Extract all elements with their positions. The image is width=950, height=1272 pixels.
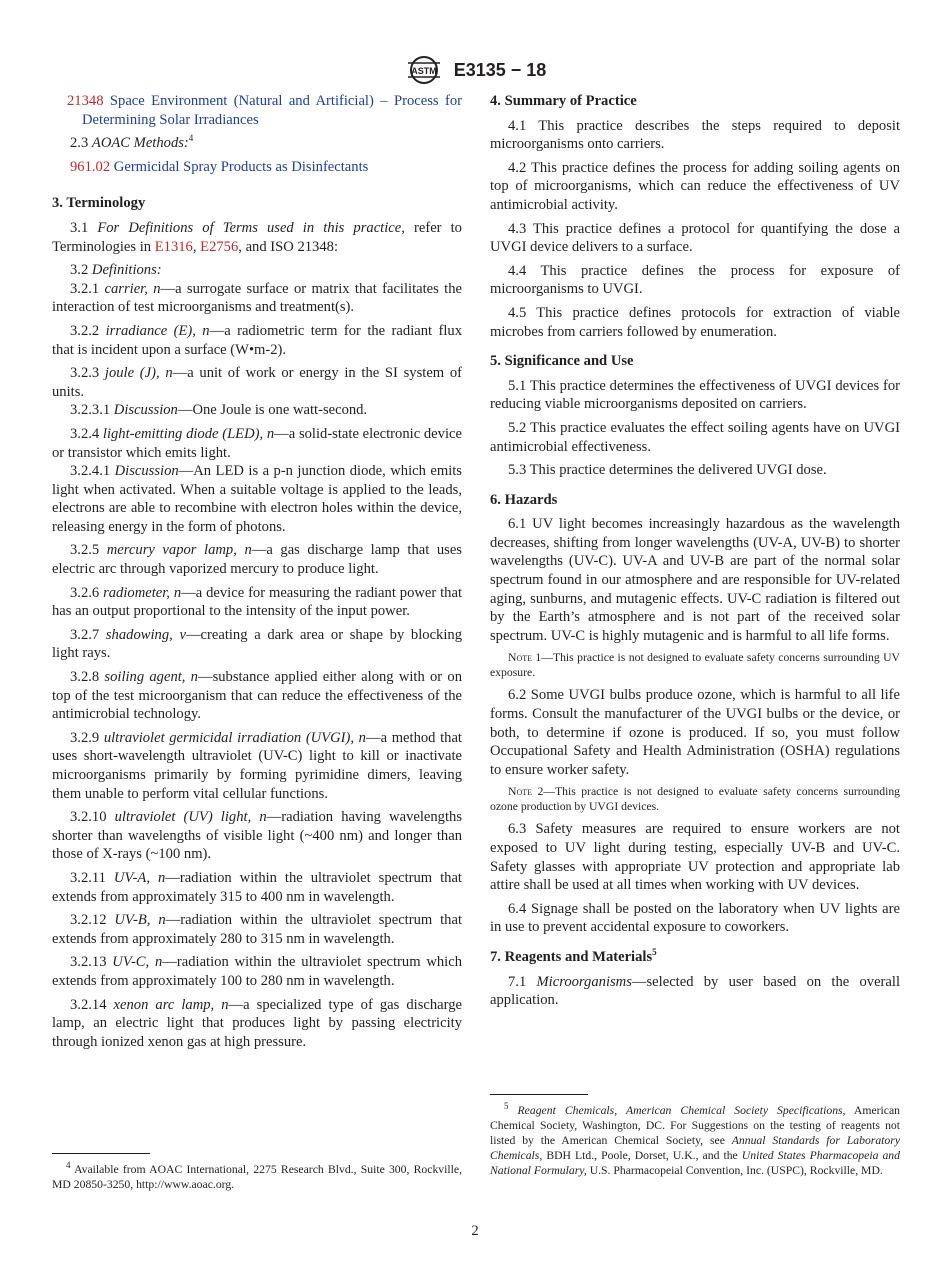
def-3-2-9: 3.2.9 ultraviolet germicidal irradiation (UVGI), n—a method that uses short-wavelength ultraviolet (UV-C) light to kill or inactivate microorganisms primarily by forming pyrimidine dimers, leaving them unable to perform vital cellular functions. [52, 729, 462, 802]
right-footnotes [490, 1094, 900, 1178]
section-3-heading: 3. Terminology [52, 195, 146, 212]
page-header [0, 55, 950, 85]
def-3-2-3: 3.2.3 joule (J), n—a unit of work or energy in the SI system of units. [52, 365, 463, 400]
ref-title-961[interactable]: Germicidal Spray Products as Disinfectants [113, 158, 369, 175]
para-5-2: 5.2 This practice evaluates the effect soiling agents have on UVGI antimicrobial effectiveness. [490, 419, 900, 455]
footnote-4: $^4$ Available from AOAC International, 2275 Research Blvd., Suite 300, Rockville, MD 20850-3250, http://www.aoac.org. [52, 1160, 462, 1191]
para-4-3: 4.3 This practice defines a protocol for quantifying the dose a UVGI device delivers to a surface. [490, 220, 900, 256]
def-3-2-13: 3.2.13 UV-C, n—radiation within the ultraviolet spectrum which extends from approximately 100 to 280 nm in wavelength. [52, 954, 463, 989]
reference-21348 [52, 92, 462, 129]
footnote-5: $^5$ Reagent Chemicals, American Chemical Society Specifications, American Chemical Society, Washington, DC. For Suggestions on the testing of reagents not listed by the American Chemical Society, see Annual Standards for Laboratory Chemicals, BDH Ltd., Poole, Dorset, U.K., and the United States Pharmacopeia and National Formulary, U.S. Pharmacopeial Convention, Inc. (USPC), Rockville, MD. [490, 1101, 901, 1177]
def-3-2-4-1: 3.2.4.1 Discussion—An LED is a p-n junction diode, which emits light when activated. When a suitable voltage is applied to the leads, electrons are able to recombine with electron holes within the device, releasing energy in the form of photons. [52, 463, 462, 535]
def-3-2-8: 3.2.8 soiling agent, n—substance applied either along with or on top of the test microorganism that can reduce the effectiveness of the antimicrobial technology. [52, 669, 462, 723]
left-column [52, 92, 462, 1056]
def-3-2-14: 3.2.14 xenon arc lamp, n—a specialized type of gas discharge lamp, an electric light that produces light by passing electricity through ionized xenon gas at high pressure. [52, 996, 462, 1050]
para-4-1: 4.1 This practice describes the steps required to deposit microorganisms onto carriers. [490, 117, 900, 153]
right-column [490, 92, 900, 1015]
para-5-3: 5.3 This practice determines the delivered UVGI dose. [508, 462, 827, 479]
footnote-ref-4[interactable]: 4 [188, 133, 194, 144]
para-6-2: 6.2 Some UVGI bulbs produce ozone, which is harmful to all life forms. Consult the manufacturer of the UVGI bulbs or the device, or both, to determine if ozone is produced. If so, you must follow Occupational Safety and Health Administration (OSHA) regulations to ensure worker safety. [490, 687, 900, 778]
footnote-rule [490, 1094, 588, 1095]
para-6-4: 6.4 Signage shall be posted on the laboratory when UV lights are in use to prevent accidental exposure to coworkers. [490, 900, 900, 936]
section-4-heading: 4. Summary of Practice [490, 93, 637, 109]
def-3-2-7: 3.2.7 shadowing, v—creating a dark area or shape by blocking light rays. [52, 626, 462, 662]
def-3-2-10: 3.2.10 ultraviolet (UV) light, n—radiation having wavelengths shorter than wavelengths of visible light (~400 nm) and longer than those of X-rays (~100 nm). [52, 809, 462, 863]
para-3-2: 3.2 Definitions: [70, 262, 162, 279]
para-6-3: 6.3 Safety measures are required to ensure workers are not exposed to UV light during testing, especially UV-B and UV-C. Safety glasses with appropriate UV protection and appropriate lab attire shall be used at all times when working with UV devices. [490, 821, 900, 894]
def-3-2-1: 3.2.1 carrier, n—a surrogate surface or matrix that facilitates the interaction of test microorganisms and treatment(s). [52, 280, 462, 316]
astm-logo-icon [404, 55, 444, 85]
def-3-2-3-1: 3.2.3.1 Discussion—One Joule is one watt-second. [70, 402, 368, 419]
section-6-heading: 6. Hazards [490, 491, 558, 508]
footnote-rule [52, 1153, 150, 1154]
document-designation: E3135 − 18 [453, 59, 547, 80]
note-2: Note 2—This practice is not designed to evaluate safety concerns surrounding ozone production by UVGI devices. [490, 785, 901, 814]
section-5-heading: 5. Significance and Use [490, 353, 634, 370]
ref-link-e1316[interactable]: E1316 [154, 238, 193, 255]
def-3-2-12: 3.2.12 UV-B, n—radiation within the ultraviolet spectrum that extends from approximately 280 to 315 nm in wavelength. [52, 912, 462, 947]
para-5-1: 5.1 This practice determines the effectiveness of UVGI devices for reducing viable microorganisms deposited on carriers. [490, 377, 900, 413]
para-4-5: 4.5 This practice defines protocols for extraction of viable microbes from carriers followed by enumeration. [490, 304, 900, 340]
ref-link-21348[interactable]: 21348 [67, 93, 104, 109]
aoac-methods-heading: 2.3 AOAC Methods:$^4$ [70, 133, 194, 152]
para-6-1: 6.1 UV light becomes increasingly hazardous as the wavelength decreases, shifting from longer wavelengths (UV-A, UV-B) to shorter wavelengths (UV-C). UV-A and UV-B are part of the normal solar spectrum found in our atmosphere and are responsible for UV-related aging, sunburns, and mutagenic effects. UV-C radiation is filtered out by the Earth’s atmosphere and is not part of the received solar spectrum. UV-C is highly mutagenic and is harmful to all life forms. [490, 516, 900, 644]
para-4-4: 4.4 This practice defines the process for exposure of microorganisms to UVGI. [490, 262, 900, 298]
page-number: 2 [471, 1223, 479, 1239]
ref-link-961[interactable]: 961.02 [70, 158, 111, 175]
para-3-1: 3.1 For Definitions of Terms used in this practice, refer to Terminologies in E1316, E2756, and ISO 21348: [52, 219, 462, 255]
para-7-1: 7.1 Microorganisms—selected by user based on the overall application. [490, 973, 900, 1009]
para-4-2: 4.2 This practice defines the process for adding soiling agents on top of microorganisms, which can reduce the effectiveness of UV antimicrobial activity. [490, 159, 900, 213]
footnote-ref-5[interactable]: 5 [652, 947, 657, 958]
ref-link-e2756[interactable]: E2756 [200, 238, 239, 255]
def-3-2-4: 3.2.4 light-emitting diode (LED), n—a solid-state electronic device or transistor which emits light. [52, 425, 462, 461]
def-3-2-2: 3.2.2 irradiance (E), n—a radiometric term for the radiant flux that is incident upon a surface (W•m-2). [52, 322, 462, 358]
def-3-2-5: 3.2.5 mercury vapor lamp, n—a gas discharge lamp that uses electric arc through vaporized mercury to produce light. [52, 542, 462, 578]
logo-text: ASTM [410, 66, 437, 76]
note-1: Note 1—This practice is not designed to evaluate safety concerns surrounding UV exposure. [490, 651, 900, 680]
section-7-heading: 7. Reagents and Materials$^5$ [490, 947, 657, 965]
def-3-2-11: 3.2.11 UV-A, n—radiation within the ultraviolet spectrum that extends from approximately 315 to 400 nm in wavelength. [52, 869, 462, 905]
reference-961 [52, 158, 462, 177]
ref-title-21348[interactable]: Space Environment (Natural and Artificial) – Process for Determining Solar Irradiances [82, 93, 462, 128]
left-footnotes [52, 1153, 462, 1192]
def-3-2-6: 3.2.6 radiometer, n—a device for measuring the radiant power that has an output proportional to the intensity of the input power. [52, 584, 463, 620]
